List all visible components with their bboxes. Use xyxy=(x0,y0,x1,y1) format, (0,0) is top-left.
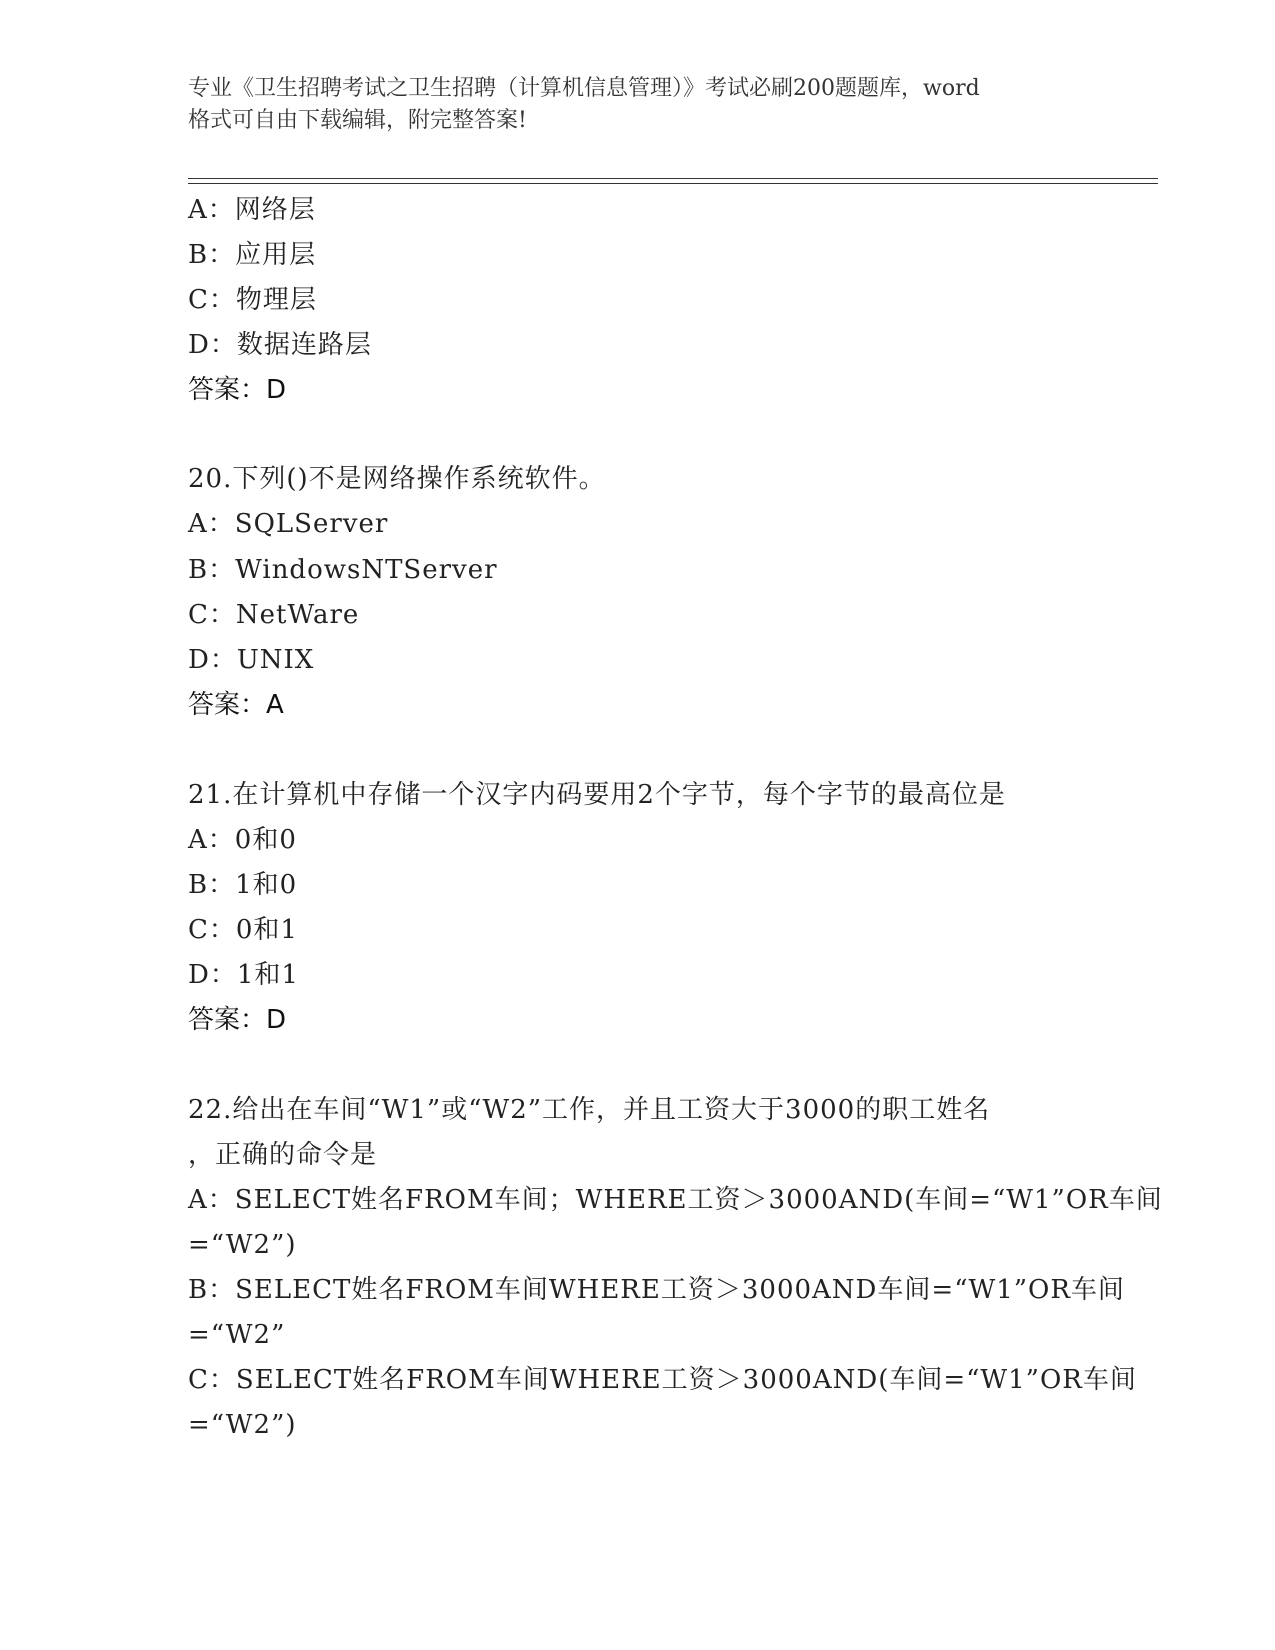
q20-option-a: A：SQLServer xyxy=(188,509,389,539)
q22-question-line-1: 22.给出在车间“W1”或“W2”工作，并且工资大于3000的职工姓名 xyxy=(188,1095,991,1125)
q21-option-d: D：1和1 xyxy=(188,960,299,990)
document-header xyxy=(188,73,1088,137)
q22-option-a-line-2: =“W2”) xyxy=(188,1230,297,1260)
q22-question-line-2: ，正确的命令是 xyxy=(188,1140,378,1170)
q22-option-b-line-1: B：SELECT姓名FROM车间WHERE工资＞3000AND车间=“W1”OR车间 xyxy=(188,1275,1125,1305)
q20-option-b: B：WindowsNTServer xyxy=(188,555,498,585)
q21-question: 21.在计算机中存储一个汉字内码要用2个字节，每个字节的最高位是 xyxy=(188,780,1006,810)
q21-option-b: B：1和0 xyxy=(188,870,298,900)
q21-option-c: C：0和1 xyxy=(188,915,298,945)
q19-option-b: B：应用层 xyxy=(188,240,317,270)
q22-option-b-line-2: =“W2” xyxy=(188,1320,286,1350)
q22-option-a-line-1: A：SELECT姓名FROM车间；WHERE工资＞3000AND(车间=“W1”OR车间 xyxy=(188,1185,1163,1215)
header-rule-bottom xyxy=(188,183,1158,184)
q20-question: 20.下列()不是网络操作系统软件。 xyxy=(188,464,606,494)
q20-option-c: C：NetWare xyxy=(188,600,360,630)
q19-option-a: A：网络层 xyxy=(188,195,316,225)
q21-option-a: A：0和0 xyxy=(188,825,297,855)
q19-answer: 答案：D xyxy=(188,375,287,405)
q20-option-d: D：UNIX xyxy=(188,645,315,675)
q19-option-d: D：数据连路层 xyxy=(188,330,372,360)
q21-answer: 答案：D xyxy=(188,1005,287,1035)
header-line-1: 专业《卫生招聘考试之卫生招聘（计算机信息管理）》考试必刷200题题库，word xyxy=(188,76,980,101)
q19-option-c: C：物理层 xyxy=(188,285,317,315)
header-rule-top xyxy=(188,178,1158,179)
q22-option-c-line-2: =“W2”) xyxy=(188,1410,297,1440)
q20-answer: 答案：A xyxy=(188,690,284,720)
q22-option-c-line-1: C：SELECT姓名FROM车间WHERE工资＞3000AND(车间=“W1”OR车间 xyxy=(188,1365,1137,1395)
header-line-2: 格式可自由下载编辑，附完整答案! xyxy=(188,108,527,133)
